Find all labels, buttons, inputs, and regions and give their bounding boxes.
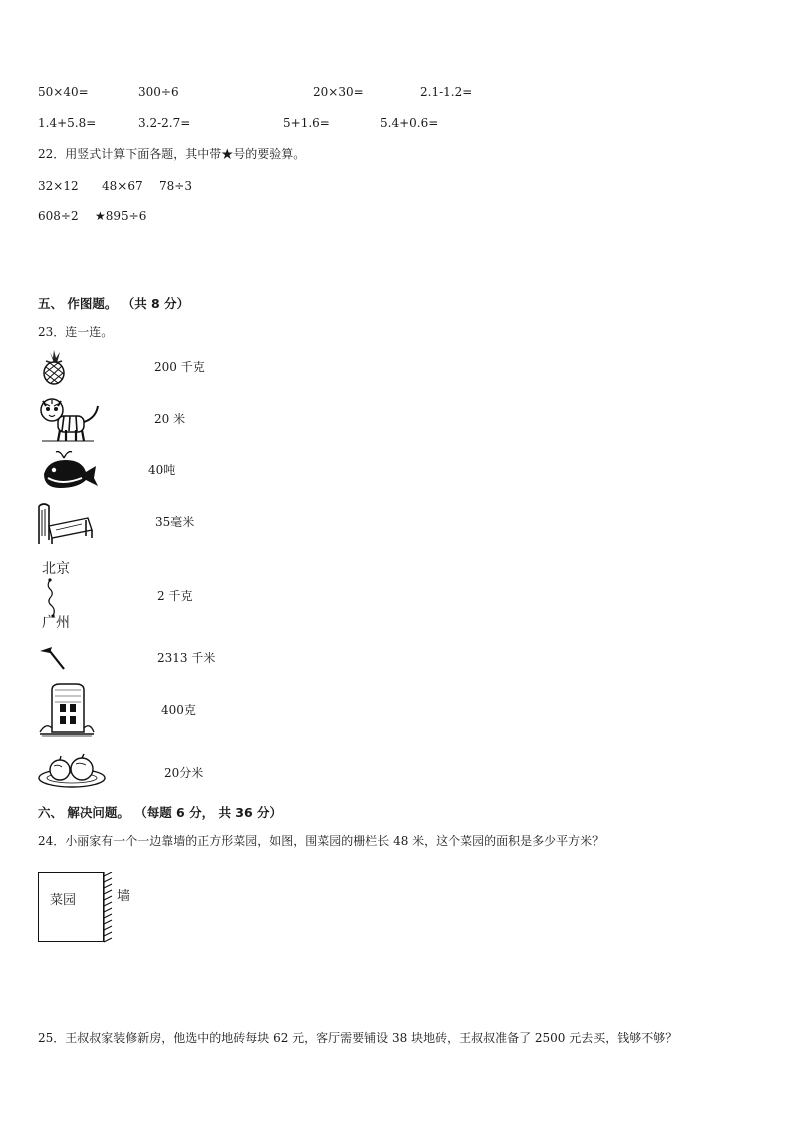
question-24-text: 24．小丽家有一个一边靠墙的正方形菜园，如图，围菜园的栅栏长 48 米，这个菜园的面积是多少平方米？ [38,834,605,848]
measure-label: 40吨 [148,463,176,477]
oral-calc-item: 5+1.6= [283,116,330,130]
wall-label: 墙 [117,889,131,904]
oral-calc-item: 5.4+0.6= [380,116,439,130]
whale-icon [38,448,102,490]
map-label-guangzhou: 广州 [42,615,70,631]
q22-item: 608÷2 [38,209,79,223]
route-map-icon [42,562,82,632]
oral-calc-item: 2.1-1.2= [420,85,473,99]
building-icon [38,682,96,738]
oral-calc-item: 1.4+5.8= [38,116,97,130]
q22-item: 48×67 [102,179,143,193]
pineapple-icon [36,349,72,385]
q22-item: 32×12 [38,179,79,193]
map-label-beijing: 北京 [42,561,70,577]
question-22-title: 22．用竖式计算下面各题，其中带★号的要验算。 [38,147,306,161]
fruit-plate-icon [36,752,108,790]
q22-item: ★895÷6 [95,209,147,223]
section-5-header: 五、 作图题。 （共 8 分） [38,296,190,311]
oral-calc-item: 50×40= [38,85,89,99]
measure-label: 2313 千米 [157,651,216,665]
garden-label: 菜园 [50,893,77,908]
oral-calc-item: 3.2-2.7= [138,116,191,130]
measure-label: 20 米 [154,412,186,426]
question-25-text: 25．王叔叔家装修新房，他选中的地砖每块 62 元，客厅需要铺设 38 块地砖，王叔叔准备了 2500 元去买，钱够不够？ [38,1031,678,1045]
measure-label: 2 千克 [157,589,193,603]
oral-calc-item: 20×30= [313,85,364,99]
oral-calc-item: 300÷6 [138,85,179,99]
measure-label: 200 千克 [154,360,205,374]
measure-label: 35毫米 [155,515,195,529]
section-6-header: 六、 解决问题。 （每题 6 分， 共 36 分） [38,805,283,820]
tiger-icon [38,396,102,444]
measure-label: 20分米 [164,766,204,780]
bed-icon [36,500,94,548]
question-23-title: 23．连一连。 [38,325,114,339]
garden-diagram [38,872,104,942]
route-line [42,578,82,618]
wall-hatch-icon [103,872,115,944]
q22-item: 78÷3 [159,179,192,193]
nail-icon [38,645,68,671]
measure-label: 400克 [161,703,196,717]
